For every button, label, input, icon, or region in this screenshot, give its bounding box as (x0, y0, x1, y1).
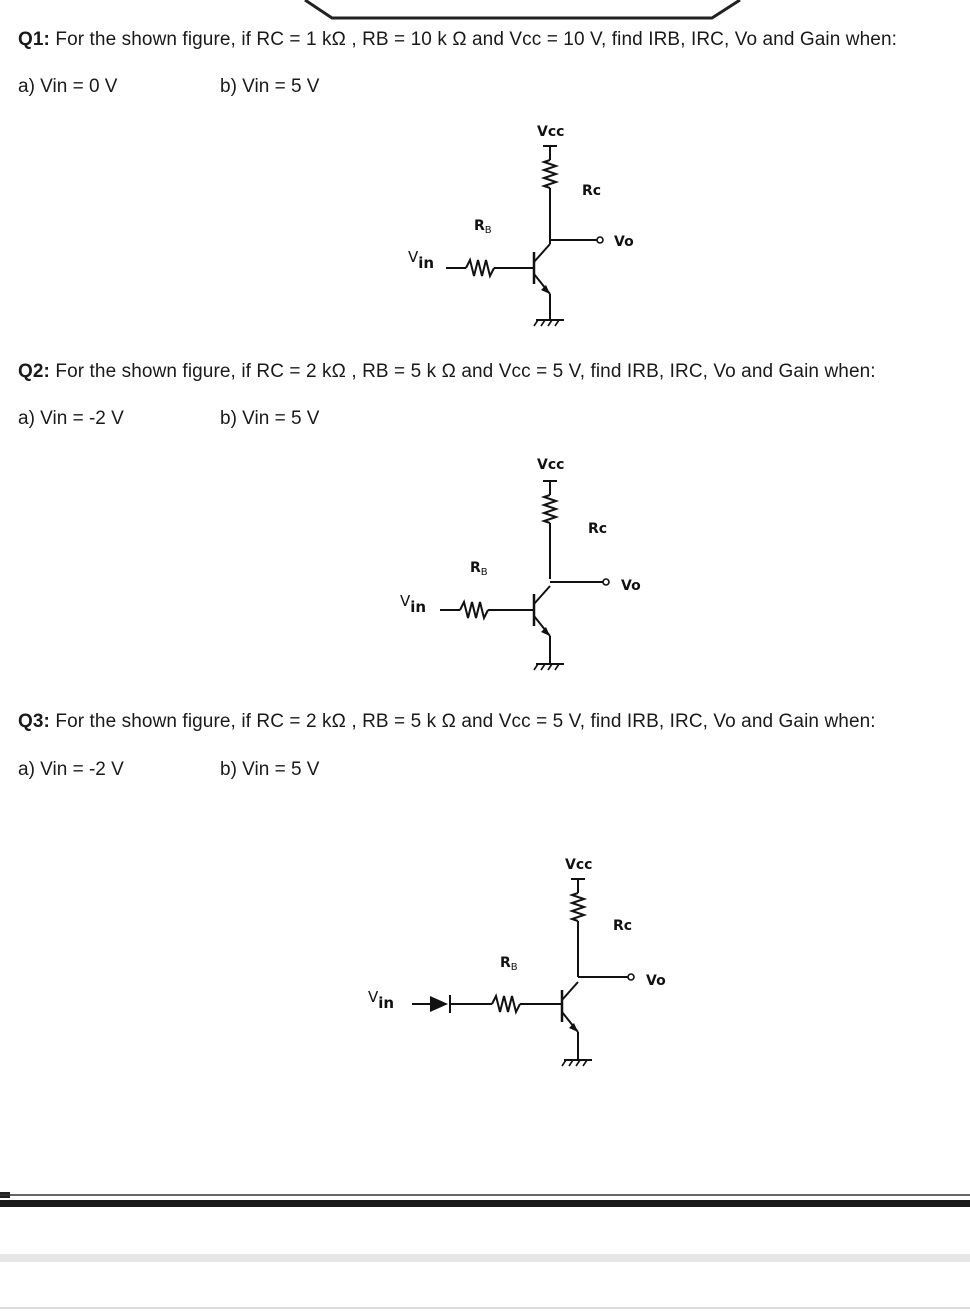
question-1-option-a: a) Vin = 0 V (18, 76, 118, 97)
question-3-body: For the shown figure, if RC = 2 kΩ , RB = 5 k Ω and Vcc = 5 V, find IRB, IRC, Vo and Gain when: (49, 711, 876, 732)
circuit-1-vin-label: Vin (408, 248, 435, 272)
circuit-3-rc-label: Rc (613, 918, 633, 934)
circuit-2 (400, 457, 641, 670)
diode-icon (430, 996, 448, 1012)
circuit-2-vin-label: Vin (400, 592, 427, 616)
circuit-1 (408, 124, 634, 326)
circuit-1-vo-label: Vo (614, 234, 634, 250)
question-2-option-a: a) Vin = -2 V (18, 408, 124, 429)
question-1-body: For the shown figure, if RC = 1 kΩ , RB = 10 k Ω and Vcc = 10 V, find IRB, IRC, Vo and Gain when: (49, 29, 897, 50)
question-3-option-a: a) Vin = -2 V (18, 759, 124, 780)
circuit-2-rc-resistor (543, 481, 557, 579)
circuit-2-vo-label: Vo (621, 578, 641, 594)
circuit-2-rb-resistor (460, 602, 488, 618)
circuit-3-vo-label: Vo (646, 973, 666, 989)
circuit-3-rc-resistor (571, 879, 585, 977)
question-2-number: Q2: (18, 361, 50, 382)
circuit-2-rc-label: Rc (588, 521, 608, 537)
question-1-number: Q1: (18, 29, 50, 50)
circuit-2-vcc-label: Vcc (537, 457, 565, 473)
question-1-option-b: b) Vin = 5 V (220, 76, 320, 97)
circuit-1-rb-resistor (466, 260, 494, 276)
circuit-3-vcc-label: Vcc (565, 857, 593, 873)
circuit-1-rc-resistor (543, 146, 557, 244)
circuit-3 (368, 857, 666, 1066)
question-2-option-b: b) Vin = 5 V (220, 408, 320, 429)
circuit-1-rc-label: Rc (582, 183, 602, 199)
question-3-number: Q3: (18, 711, 50, 732)
circuit-2-rb-label: RB (470, 560, 488, 578)
page-footer-rules (0, 1190, 970, 1311)
circuit-1-vcc-label: Vcc (537, 124, 565, 140)
circuit-1-rb-label: RB (474, 218, 492, 236)
question-3-option-b: b) Vin = 5 V (220, 759, 320, 780)
circuit-3-rb-resistor (492, 996, 520, 1012)
question-2-body: For the shown figure, if RC = 2 kΩ , RB = 5 k Ω and Vcc = 5 V, find IRB, IRC, Vo and Gain when: (49, 361, 876, 382)
circuit-3-vin-label: Vin (368, 988, 395, 1012)
circuit-3-rb-label: RB (500, 955, 518, 973)
